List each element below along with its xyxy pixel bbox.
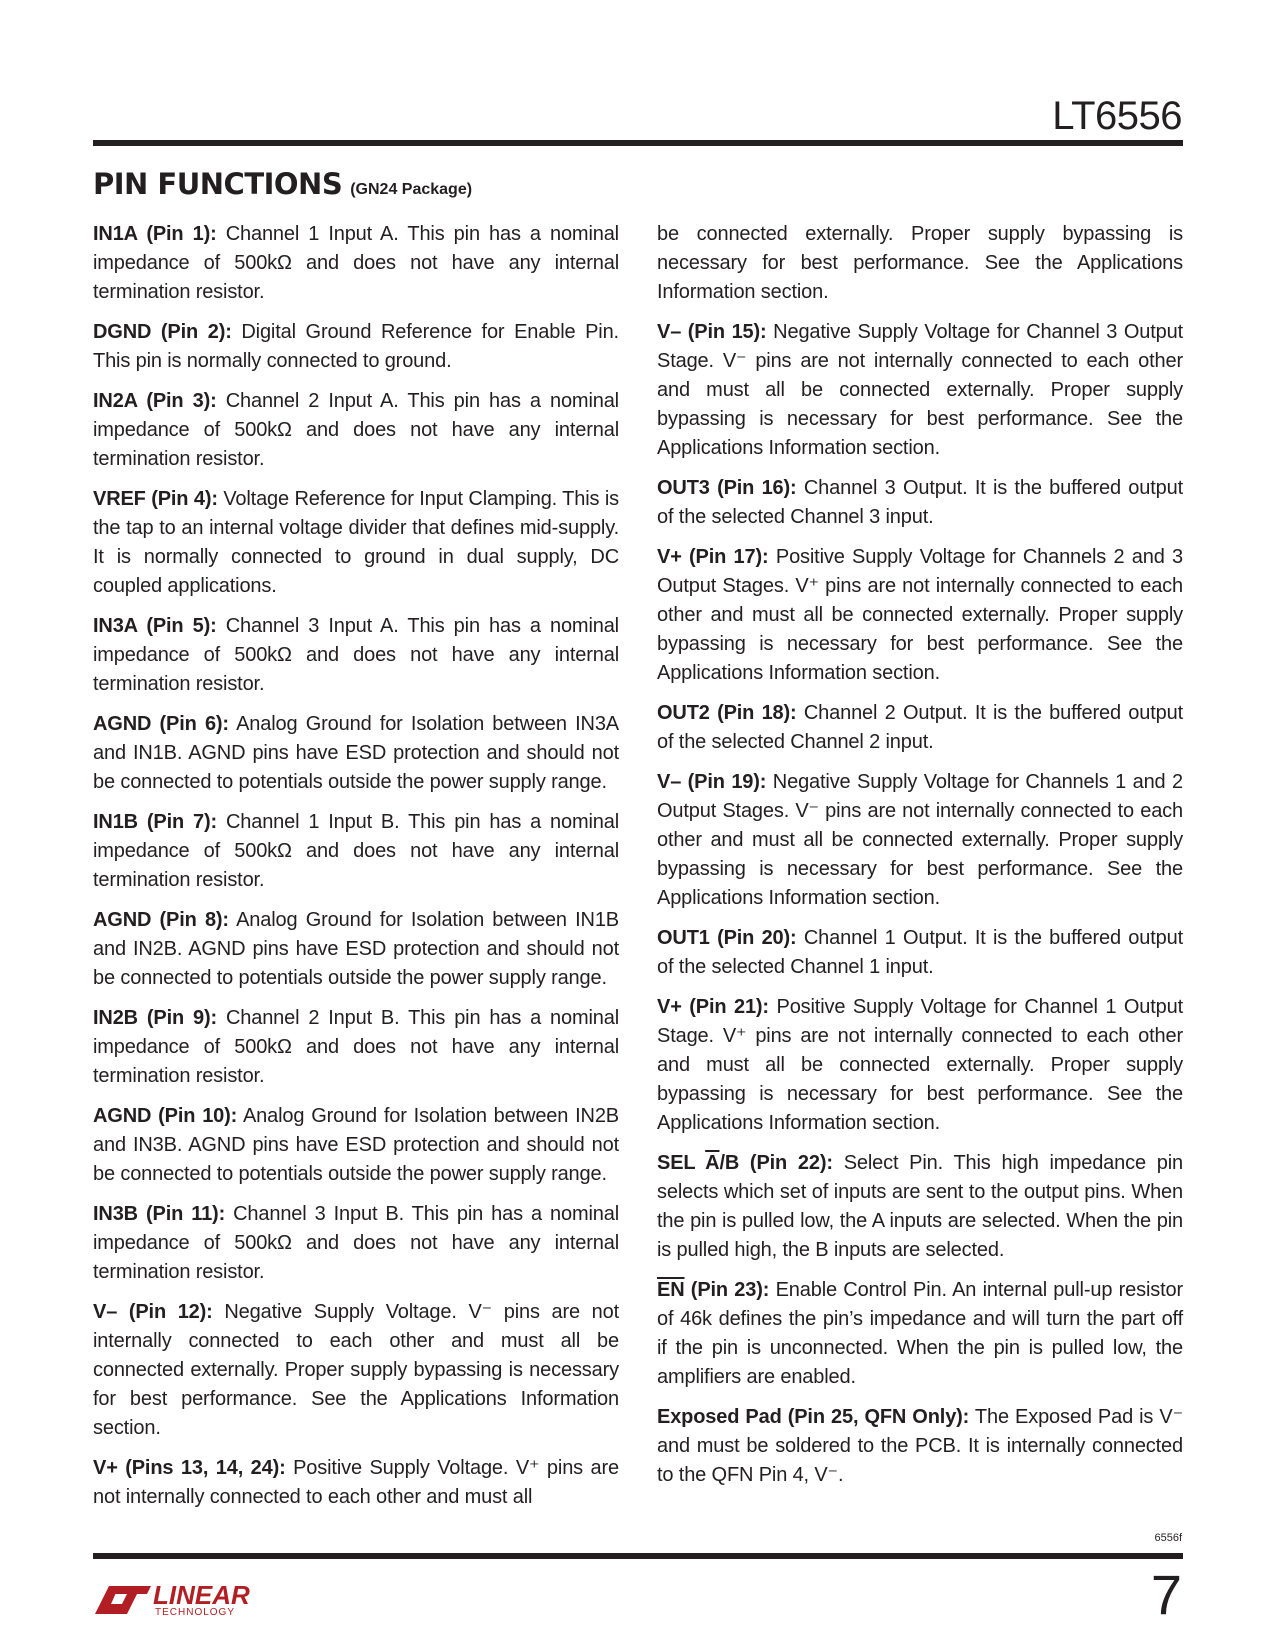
pin-name-overline: $\overline{EN}$	[657, 1279, 685, 1301]
pin-description: Channel 1 Input B. This pin has a nominal impedance of 500kΩ and does not have any internal termination resistor.	[93, 811, 619, 891]
pin-description: Negative Supply Voltage for Channels 1 and 2 Output Stages. V⁻ pins are not internally connected to each other and must all be connected externally. Proper supply bypassing is necessary for best performance. See the Applications Information section.	[657, 771, 1183, 909]
pin-entry	[93, 220, 619, 307]
pin-description: Channel 3 Input A. This pin has a nominal impedance of 500kΩ and does not have any internal termination resistor.	[93, 615, 619, 695]
logo-wordmark: LINEAR	[153, 1580, 250, 1610]
section-subtitle: (GN24 Package)	[350, 181, 473, 198]
pin-entry	[657, 1403, 1183, 1490]
pin-entry	[93, 387, 619, 474]
pin-name: DGND (Pin 2):	[93, 321, 232, 343]
pin-name: OUT1 (Pin 20):	[657, 927, 797, 949]
pin-entry	[93, 1102, 619, 1189]
pin-name: AGND (Pin 6):	[93, 713, 229, 735]
pin-description: Voltage Reference for Input Clamping. This is the tap to an internal voltage divider that defines mid-supply. It is normally connected to ground in dual supply, DC coupled applications.	[93, 488, 619, 597]
pin-name: OUT3 (Pin 16):	[657, 477, 797, 499]
pin-entry	[657, 318, 1183, 463]
pin-name: IN1B (Pin 7):	[93, 811, 218, 833]
pin-description: Channel 3 Output. It is the buffered output of the selected Channel 3 input.	[657, 477, 1183, 528]
pin-entry	[657, 474, 1183, 532]
pin-entry	[657, 993, 1183, 1138]
pin-name	[657, 1152, 833, 1174]
logo-subtitle: TECHNOLOGY	[155, 1607, 236, 1618]
pin-description: Channel 3 Input B. This pin has a nominal impedance of 500kΩ and does not have any internal termination resistor.	[93, 1203, 619, 1283]
pin-description: Positive Supply Voltage for Channel 1 Output Stage. V⁺ pins are not internally connected to each other and must all be connected externally. Proper supply bypassing is necessary for best performance. See the Applications Information section.	[657, 996, 1183, 1134]
pin-entry	[657, 1149, 1183, 1265]
pin-description: Negative Supply Voltage. V⁻ pins are not internally connected to each other and must all be connected externally. Proper supply bypassing is necessary for best performance. See the Applications Information section.	[93, 1301, 619, 1439]
pin-name-suffix: (Pin 23):	[684, 1279, 770, 1301]
pin-name-overline: $\overline{A}$	[705, 1152, 720, 1174]
pin-name: OUT2 (Pin 18):	[657, 702, 797, 724]
part-number: LT6556	[1052, 94, 1182, 138]
pin-name: IN2A (Pin 3):	[93, 390, 217, 412]
pin-name: V+ (Pins 13, 14, 24):	[93, 1457, 286, 1479]
footer-rule	[93, 1553, 1183, 1559]
pin-entry	[93, 906, 619, 993]
header-rule	[93, 140, 1183, 146]
pin-name: V+ (Pin 17):	[657, 546, 769, 568]
pin-description: Channel 2 Input B. This pin has a nominal impedance of 500kΩ and does not have any internal termination resistor.	[93, 1007, 619, 1087]
pin-entry	[93, 710, 619, 797]
pin-description: Digital Ground Reference for Enable Pin. This pin is normally connected to ground.	[93, 321, 619, 372]
pin-entry	[93, 808, 619, 895]
section-heading	[93, 167, 472, 201]
pin-entry	[657, 924, 1183, 982]
pin-entry	[93, 1454, 619, 1512]
pin-description: Channel 1 Output. It is the buffered output of the selected Channel 1 input.	[657, 927, 1183, 978]
pin-description: Analog Ground for Isolation between IN2B and IN3B. AGND pins have ESD protection and should not be connected to potentials outside the power supply range.	[93, 1105, 619, 1185]
pin-entry	[93, 1200, 619, 1287]
pin-name: IN3B (Pin 11):	[93, 1203, 226, 1225]
pin-description: Positive Supply Voltage. V⁺ pins are not internally connected to each other and must all	[93, 1457, 619, 1508]
right-column	[657, 220, 1183, 1501]
pin-name: V+ (Pin 21):	[657, 996, 769, 1018]
pin-name-prefix: SEL	[657, 1152, 706, 1174]
pin-name: Exposed Pad (Pin 25, QFN Only):	[657, 1406, 970, 1428]
pin-description: Channel 2 Input A. This pin has a nominal impedance of 500kΩ and does not have any internal termination resistor.	[93, 390, 619, 470]
pin-entry	[657, 1276, 1183, 1392]
pin-entry	[93, 612, 619, 699]
pin-name: V– (Pin 19):	[657, 771, 767, 793]
lt-logo-mark-icon	[93, 1580, 153, 1616]
linear-technology-logo	[93, 1580, 263, 1620]
pin-description: The Exposed Pad is V⁻ and must be soldered to the PCB. It is internally connected to the QFN Pin 4, V⁻.	[657, 1406, 1183, 1486]
pin-entry	[93, 1298, 619, 1443]
pin-name-suffix: /B (Pin 22):	[719, 1152, 833, 1174]
pin-description: Positive Supply Voltage for Channels 2 and 3 Output Stages. V⁺ pins are not internally connected to each other and must all be connected externally. Proper supply bypassing is necessary for best performance. See the Applications Information section.	[657, 546, 1183, 684]
pin-name: V– (Pin 12):	[93, 1301, 213, 1323]
pin-name: IN1A (Pin 1):	[93, 223, 217, 245]
pin-entry	[93, 318, 619, 376]
pin-description: Analog Ground for Isolation between IN1B and IN2B. AGND pins have ESD protection and should not be connected to potentials outside the power supply range.	[93, 909, 619, 989]
pin-name: IN2B (Pin 9):	[93, 1007, 218, 1029]
pin-description: Analog Ground for Isolation between IN3A and IN1B. AGND pins have ESD protection and should not be connected to potentials outside the power supply range.	[93, 713, 619, 793]
pin-description: Enable Control Pin. An internal pull-up resistor of 46k defines the pin’s impedance and will turn the part off if the pin is unconnected. When the pin is pulled low, the amplifiers are enabled.	[657, 1279, 1183, 1388]
continued-text: be connected externally. Proper supply bypassing is necessary for best performance. See the Applications Information section.	[657, 223, 1183, 303]
pin-name: AGND (Pin 8):	[93, 909, 229, 931]
pin-name: V– (Pin 15):	[657, 321, 767, 343]
pin-entry	[93, 485, 619, 601]
section-title: PIN FUNCTIONS	[93, 167, 343, 201]
page-number: 7	[1150, 1563, 1182, 1626]
pin-description: Channel 2 Output. It is the buffered output of the selected Channel 2 input.	[657, 702, 1183, 753]
pin-entry	[93, 1004, 619, 1091]
document-code: 6556f	[1154, 1532, 1182, 1544]
pin-entry	[657, 768, 1183, 913]
left-column	[93, 220, 619, 1523]
pin-description: Negative Supply Voltage for Channel 3 Output Stage. V⁻ pins are not internally connected to each other and must all be connected externally. Proper supply bypassing is necessary for best performance. See the Applications Information section.	[657, 321, 1183, 459]
pin-name: IN3A (Pin 5):	[93, 615, 217, 637]
pin-description: Select Pin. This high impedance pin selects which set of inputs are sent to the output pins. When the pin is pulled low, the A inputs are selected. When the pin is pulled high, the B inputs are selected.	[657, 1152, 1183, 1261]
pin-entry	[657, 699, 1183, 757]
pin-description: Channel 1 Input A. This pin has a nominal impedance of 500kΩ and does not have any internal termination resistor.	[93, 223, 619, 303]
pin-entry	[657, 543, 1183, 688]
pin-name	[657, 1279, 769, 1301]
pin-name: AGND (Pin 10):	[93, 1105, 238, 1127]
pin-name: VREF (Pin 4):	[93, 488, 218, 510]
